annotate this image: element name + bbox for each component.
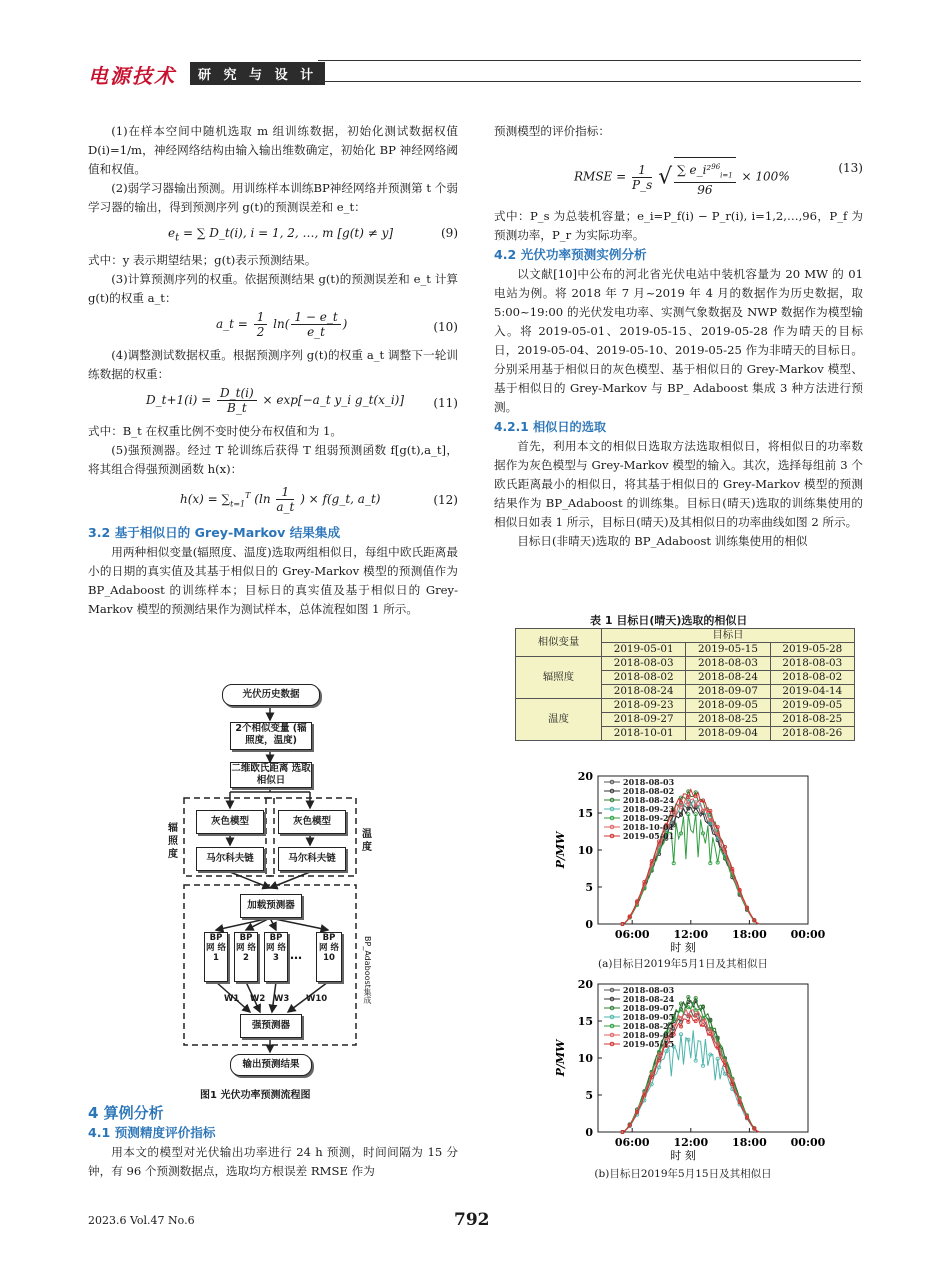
equation-11: D_t+1(i) = $\frac{D\_t(i)}{B\_t}$ × exp[−a_t y_i g_t(x_i)] (11): [146, 386, 458, 415]
legend-label: 2018-09-05: [623, 1012, 675, 1022]
weight-w3: W3: [274, 994, 290, 1004]
left-column: [88, 122, 458, 619]
table-target-2: 2019-05-15: [686, 643, 770, 657]
legend-label: 2018-10-01: [623, 822, 675, 832]
table-target-3: 2019-05-28: [770, 643, 854, 657]
x-tick-label: 00:00: [790, 1136, 826, 1149]
legend-label: 2018-09-07: [623, 1003, 675, 1013]
legend-label: 2018-08-24: [623, 795, 675, 805]
table-cell: 2018-09-27: [602, 713, 686, 727]
section-4-1-heading: 4.1 预测精度评价指标: [88, 1125, 216, 1140]
table-target-1: 2019-05-01: [602, 643, 686, 657]
side-label-temperature: 温度: [362, 829, 372, 853]
table-cell: 2019-04-14: [770, 685, 854, 699]
header-rule-bottom: [318, 81, 861, 82]
x-tick-label: 12:00: [673, 1136, 709, 1149]
section-4-2-1-text-b: 目标日(非晴天)选取的 BP_Adaboost 训练集使用的相似: [517, 534, 808, 548]
y-tick-label: 20: [577, 978, 593, 991]
table-cell: 2018-08-03: [770, 657, 854, 671]
right-column: [494, 122, 863, 551]
section-4-heading: 4 算例分析: [88, 1104, 164, 1122]
x-tick-label: 06:00: [614, 1136, 650, 1149]
step-5: (5)强预测器。经过 T 轮训练后获得 T 组弱预测函数 f[g(t),a_t]，将其组合得强预测函数 h(x)：: [88, 443, 458, 476]
table-cell: 2018-08-25: [770, 713, 854, 727]
x-tick-label: 00:00: [790, 928, 826, 941]
box-bp-3: BP 网 络 3: [264, 932, 288, 982]
table-cell: 2018-09-23: [602, 699, 686, 713]
box-bp-1: BP 网 络 1: [204, 932, 228, 982]
table-cell: 2018-08-03: [602, 657, 686, 671]
figure-1-flowchart: [160, 680, 380, 1100]
section-4-1-text: 用本文的模型对光伏输出功率进行 24 h 预测，时间间隔为 15 分钟，有 96 个预测数据点，选取均方根误差 RMSE 作为: [88, 1145, 458, 1178]
weight-w1: W1: [224, 994, 240, 1004]
legend-label: 2019-05-01: [623, 831, 675, 841]
section-4-2-1-heading: 4.2.1 相似日的选取: [494, 420, 607, 434]
y-tick-label: 0: [585, 918, 593, 931]
x-axis-label: 时 刻: [670, 941, 696, 954]
step-4: (4)调整测试数据权重。根据预测序列 g(t)的权重 a_t 调整下一轮训练数据的权重：: [88, 348, 458, 381]
x-tick-label: 12:00: [673, 928, 709, 941]
y-tick-label: 5: [585, 1089, 593, 1102]
equation-13: RMSE = $\frac{1}{P\_s}$ √ $\frac{\sum e\_i^2^{96}_{i=1}}{96}$ × 100% (13): [494, 141, 863, 207]
box-euclid-distance: 二维欧氏距离 选取相似日: [231, 763, 311, 786]
where-9: 式中：y 表示期望结果；g(t)表示预测结果。: [88, 253, 317, 267]
figure-2b-caption: (b)目标日2019年5月15日及其相似日: [594, 1168, 772, 1180]
y-tick-label: 10: [577, 1052, 593, 1065]
y-tick-label: 0: [585, 1126, 593, 1139]
left-lower: [88, 1103, 458, 1181]
table-cell: 2018-08-02: [770, 671, 854, 685]
y-tick-label: 10: [577, 844, 593, 857]
legend-label: 2019-05-15: [623, 1039, 675, 1049]
section-4-2-1-text: 首先，利用本文的相似日选取方法选取相似日，将相似日的功率数据作为灰色模型与 Grey-Markov 模型的输入。其次，选择每组前 3 个欧氏距离最小的相似日，将其基于相似日的 Grey-Markov 模型的预测结果作为 BP_Adaboost 的训练集。目标日(晴天)选取的训练集使用的相似日如表 1 所示，目标日(晴天)及其相似日的功率曲线如图 2 所示。: [494, 439, 863, 529]
bp-adaboost-label: BP_Adaboost集成: [363, 936, 372, 1004]
box-strong-predictor: 强预测器: [240, 1014, 302, 1038]
where-11: 式中：B_t 在权重比例不变时使分布权值和为 1。: [88, 424, 343, 438]
box-bp-10: BP 网 络 10: [316, 932, 342, 982]
step-3: (3)计算预测序列的权重。依据预测结果 g(t)的预测误差和 e_t 计算 g(t)的权重 a_t：: [88, 272, 458, 305]
section-3-2-heading: 3.2 基于相似日的 Grey-Markov 结果集成: [88, 525, 341, 540]
rmse-lead: 预测模型的评价指标：: [494, 124, 610, 138]
box-markov-right: 马尔科夫链: [278, 847, 346, 871]
figure-1-caption: 图1 光伏功率预测流程图: [200, 1090, 311, 1101]
equation-12: $h(x) = \sum_{t=1}^T$ (ln $\frac{1}{a\_t}$ ) × f(g_t, a_t) (12): [180, 485, 458, 514]
section-4-2-heading: 4.2 光伏功率预测实例分析: [494, 247, 647, 262]
box-pv-history: 光伏历史数据: [222, 684, 320, 706]
table-cell: 2018-08-25: [686, 713, 770, 727]
y-axis-label: P/MW: [554, 831, 567, 869]
box-output: 输出预测结果: [230, 1054, 312, 1076]
legend-label: 2018-09-23: [623, 804, 675, 814]
section-4-2-text: 以文献[10]中公布的河北省光伏电站中装机容量为 20 MW 的 01 电站为例。将 2018 年 7 月~2019 年 4 月的数据作为历史数据，取 5:00~19:00 的光伏发电功率、实测气象数据及 NWP 数据作为模型输入。将 2019-05-01、2019-05-15、2019-05-28 作为晴天的目标日，2019-05-04、2019-05-10、2019-05-25 作为非晴天的目标日。分别采用基于相似日的灰色模型、基于相似日的 Grey-Markov 模型、基于相似日的 Grey-Markov 与 BP_ Adaboost 集成 3 种方法进行预测。: [494, 267, 863, 414]
box-similar-variables: 2个相似变量 (辐照度，温度): [230, 722, 312, 750]
y-tick-label: 15: [577, 807, 593, 820]
journal-logo: 电源技术: [88, 64, 176, 88]
table-cell: 2018-09-07: [686, 685, 770, 699]
page-number: 792: [454, 1210, 490, 1230]
table-1-caption: 表 1 目标日(晴天)选取的相似日: [590, 614, 748, 627]
x-axis-label: 时 刻: [670, 1149, 696, 1162]
box-load-predictor: 加载预测器: [240, 894, 302, 918]
table-head-variable: 相似变量: [516, 629, 602, 657]
equation-10: a_t = $\frac{1}{2}$ ln( $\frac{1 - e\_t}{e\_t}$ ) (10): [216, 310, 458, 339]
box-grey-left: 灰色模型: [196, 810, 264, 834]
x-tick-label: 18:00: [732, 928, 767, 941]
table-1: [515, 628, 855, 741]
where-13: 式中：P_s 为总装机容量；e_i=P_f(i) − P_r(i), i=1,2,…,96，P_f 为预测功率，P_r 为实际功率。: [494, 209, 863, 242]
y-tick-label: 20: [577, 770, 593, 783]
equation-9: $e_t$ = ∑ D_t(i), i = 1, 2, …, m [g(t) ≠ y] (9): [168, 226, 458, 244]
legend-label: 2018-09-04: [623, 1030, 675, 1040]
table-group-temperature: 温度: [516, 699, 602, 741]
table-head-target: 目标日: [602, 629, 855, 643]
table-cell: 2018-09-05: [686, 699, 770, 713]
table-cell: 2018-08-24: [602, 685, 686, 699]
bp-ellipsis: …: [290, 948, 302, 962]
table-cell: 2018-08-02: [602, 671, 686, 685]
figure-2a-caption: (a)目标日2019年5月1日及其相似日: [597, 958, 769, 970]
figure-2a-chart: [548, 768, 826, 978]
x-tick-label: 06:00: [614, 928, 650, 941]
y-axis-label: P/MW: [554, 1039, 567, 1077]
legend-label: 2018-08-03: [623, 777, 675, 787]
table-cell: 2018-08-24: [686, 671, 770, 685]
weight-w10: W10: [306, 994, 328, 1004]
figure-2b-chart: [548, 976, 826, 1186]
y-tick-label: 15: [577, 1015, 593, 1028]
table-cell: 2018-09-04: [686, 727, 770, 741]
side-label-irradiance: 辐照度: [168, 823, 178, 860]
table-cell: 2019-09-05: [770, 699, 854, 713]
section-3-2-text: 用两种相似变量(辐照度、温度)选取两组相似日，每组中欧氏距离最小的日期的真实值及其基于相似日的 Grey-Markov 模型的预测值作为 BP_Adaboost 的训练样本；目标日的真实值及基于相似日的 Grey-Markov 模型的预测结果作为测试样本，总体流程如图 1 所示。: [88, 545, 458, 616]
section-tag: 研 究 与 设 计: [190, 62, 325, 85]
legend-label: 2018-08-02: [623, 786, 675, 796]
table-group-irradiance: 辐照度: [516, 657, 602, 699]
legend-label: 2018-09-27: [623, 813, 675, 823]
weight-w2: W2: [250, 994, 266, 1004]
box-bp-2: BP 网 络 2: [234, 932, 258, 982]
footer-issue: 2023.6 Vol.47 No.6: [88, 1214, 195, 1227]
step-2: (2)弱学习器输出预测。用训练样本训练BP神经网络并预测第 t 个弱学习器的输出，得到预测序列 g(t)的预测误差和 e_t：: [88, 181, 458, 214]
y-tick-label: 5: [585, 881, 593, 894]
header-rule-top: [318, 60, 861, 61]
legend-label: 2018-08-24: [623, 994, 675, 1004]
table-cell: 2018-08-26: [770, 727, 854, 741]
x-tick-label: 18:00: [732, 1136, 767, 1149]
table-cell: 2018-10-01: [602, 727, 686, 741]
box-grey-right: 灰色模型: [278, 810, 346, 834]
table-cell: 2018-08-03: [686, 657, 770, 671]
legend-label: 2018-08-25: [623, 1021, 675, 1031]
box-markov-left: 马尔科夫链: [196, 847, 264, 871]
legend-label: 2018-08-03: [623, 985, 675, 995]
step-1: (1)在样本空间中随机选取 m 组训练数据，初始化测试数据权值 D(i)=1/m，神经网络结构由输入输出维数确定，初始化 BP 神经网络阈值和权值。: [88, 124, 458, 176]
